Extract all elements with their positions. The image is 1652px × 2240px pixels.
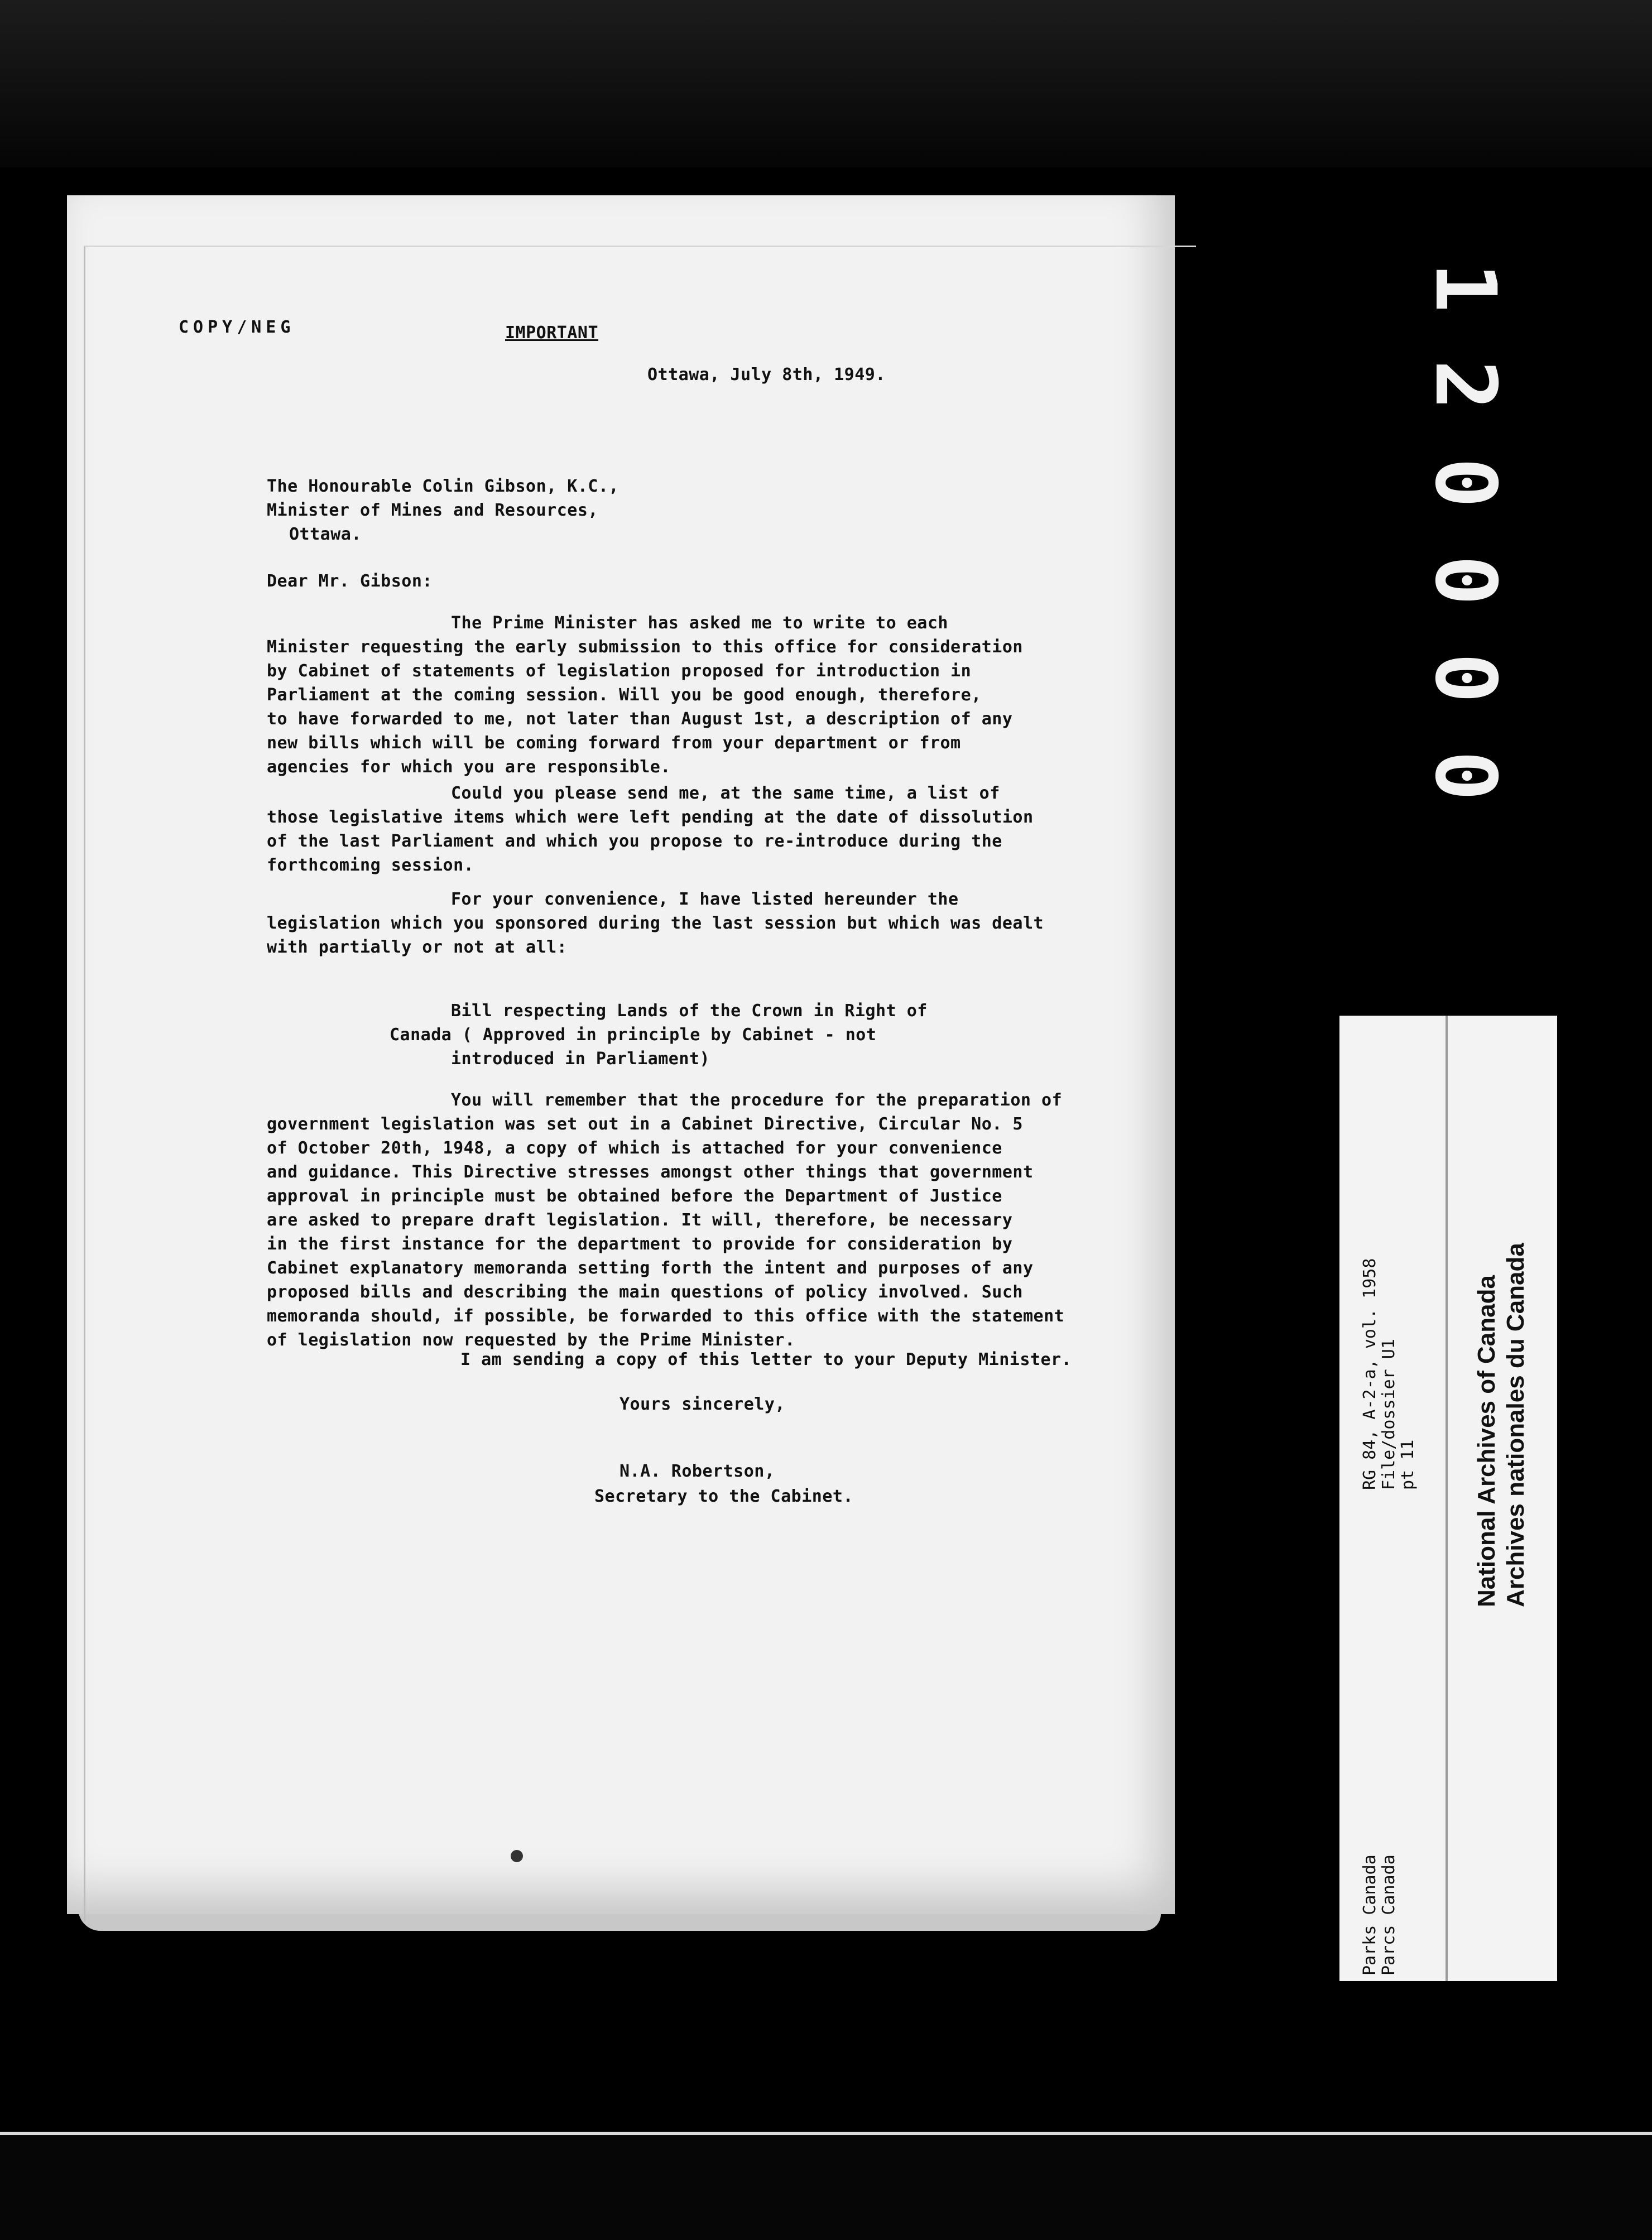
signatory-title: Secretary to the Cabinet. bbox=[594, 1487, 854, 1506]
paragraph-line: of October 20th, 1948, a copy of which is attached for your convenience bbox=[267, 1138, 1002, 1158]
bill-line: Canada ( Approved in principle by Cabinet - not bbox=[390, 1025, 877, 1045]
paragraph-line: and guidance. This Directive stresses amongst other things that government bbox=[267, 1162, 1034, 1182]
bill-line: introduced in Parliament) bbox=[451, 1049, 710, 1069]
paragraph-line: Minister requesting the early submission to this office for consideration bbox=[267, 637, 1023, 657]
paragraph-line: those legislative items which were left pending at the date of dissolution bbox=[267, 807, 1034, 827]
paragraph-line: Parliament at the coming session. Will you be good enough, therefore, bbox=[267, 685, 982, 705]
paragraph-line: government legislation was set out in a Cabinet Directive, Circular No. 5 bbox=[267, 1114, 1023, 1134]
paragraph-line: Cabinet explanatory memoranda setting forth the intent and purposes of any bbox=[267, 1258, 1034, 1278]
paragraph-line: You will remember that the procedure for the preparation of bbox=[451, 1090, 1063, 1110]
paragraph-line: in the first instance for the department to provide for consideration by bbox=[267, 1234, 1013, 1254]
archive-department bbox=[1361, 1854, 1399, 1975]
addressee-line: Minister of Mines and Resources, bbox=[267, 501, 598, 520]
reference-line: File/dossier U1 bbox=[1379, 1339, 1399, 1490]
important-label: IMPORTANT bbox=[505, 323, 599, 343]
frame-digit: 2 bbox=[1416, 359, 1514, 411]
frame-digit: 0 bbox=[1416, 652, 1514, 704]
bill-listing bbox=[390, 999, 928, 1071]
archive-institution bbox=[1472, 1243, 1530, 1607]
paragraph-line: Could you please send me, at the same time, a list of bbox=[451, 783, 1000, 803]
reference-line: pt 11 bbox=[1398, 1439, 1418, 1490]
letter-date: Ottawa, July 8th, 1949. bbox=[647, 365, 886, 384]
addressee-block bbox=[267, 474, 619, 546]
department-line: Parks Canada bbox=[1360, 1854, 1380, 1975]
addressee-line: The Honourable Colin Gibson, K.C., bbox=[267, 477, 620, 496]
institution-line: National Archives of Canada bbox=[1473, 1275, 1500, 1607]
archive-label bbox=[1339, 1016, 1557, 1981]
paragraph-4 bbox=[267, 1088, 1064, 1352]
archive-reference bbox=[1361, 1258, 1418, 1490]
salutation: Dear Mr. Gibson: bbox=[267, 571, 433, 591]
paragraph-line: approval in principle must be obtained before the Department of Justice bbox=[267, 1186, 1002, 1206]
paragraph-line: forthcoming session. bbox=[267, 855, 474, 875]
frame-number bbox=[1418, 240, 1512, 854]
paragraph-3 bbox=[267, 887, 1044, 959]
institution-line: Archives nationales du Canada bbox=[1502, 1243, 1529, 1607]
copy-mark: COPY/NEG bbox=[179, 318, 295, 337]
paragraph-line: memoranda should, if possible, be forwarded to this office with the statement bbox=[267, 1306, 1065, 1326]
paragraph-2 bbox=[267, 781, 1034, 877]
frame-digit: 1 bbox=[1416, 262, 1514, 313]
addressee-line: Ottawa. bbox=[289, 525, 362, 544]
bill-line: Bill respecting Lands of the Crown in Right of bbox=[451, 1001, 928, 1021]
page-fold bbox=[84, 246, 1196, 1921]
letter-page bbox=[67, 195, 1175, 1914]
paragraph-line: of legislation now requested by the Prime Minister. bbox=[267, 1330, 795, 1350]
paragraph-line: proposed bills and describing the main questions of policy involved. Such bbox=[267, 1282, 1023, 1302]
paragraph-line: to have forwarded to me, not later than August 1st, a description of any bbox=[267, 709, 1013, 729]
reference-line: RG 84, A-2-a, vol. 1958 bbox=[1360, 1258, 1380, 1490]
frame-digit: 0 bbox=[1416, 457, 1514, 508]
paragraph-line: of the last Parliament and which you propose to re-introduce during the bbox=[267, 831, 1002, 851]
paragraph-5: I am sending a copy of this letter to your Deputy Minister. bbox=[460, 1350, 1072, 1369]
paragraph-line: legislation which you sponsored during the last session but which was dealt bbox=[267, 914, 1044, 933]
paragraph-line: by Cabinet of statements of legislation proposed for introduction in bbox=[267, 661, 972, 681]
paragraph-line: with partially or not at all: bbox=[267, 938, 568, 957]
paragraph-line: agencies for which you are responsible. bbox=[267, 757, 671, 777]
paragraph-line: are asked to prepare draft legislation. It will, therefore, be necessary bbox=[267, 1210, 1013, 1230]
frame-digit: 0 bbox=[1416, 555, 1514, 606]
paragraph-line: The Prime Minister has asked me to write to each bbox=[451, 613, 948, 633]
paragraph-1 bbox=[267, 611, 1023, 779]
valediction: Yours sincerely, bbox=[620, 1395, 785, 1414]
film-edge-bottom bbox=[0, 2132, 1652, 2240]
frame-digit: 0 bbox=[1416, 750, 1514, 801]
signatory-name: N.A. Robertson, bbox=[620, 1462, 775, 1481]
paragraph-line: For your convenience, I have listed hereunder the bbox=[451, 890, 959, 909]
label-divider bbox=[1446, 1016, 1448, 1981]
department-line: Parcs Canada bbox=[1379, 1854, 1399, 1975]
paragraph-line: new bills which will be coming forward from your department or from bbox=[267, 733, 961, 753]
film-edge-top bbox=[0, 0, 1652, 167]
ink-spot bbox=[511, 1850, 523, 1862]
